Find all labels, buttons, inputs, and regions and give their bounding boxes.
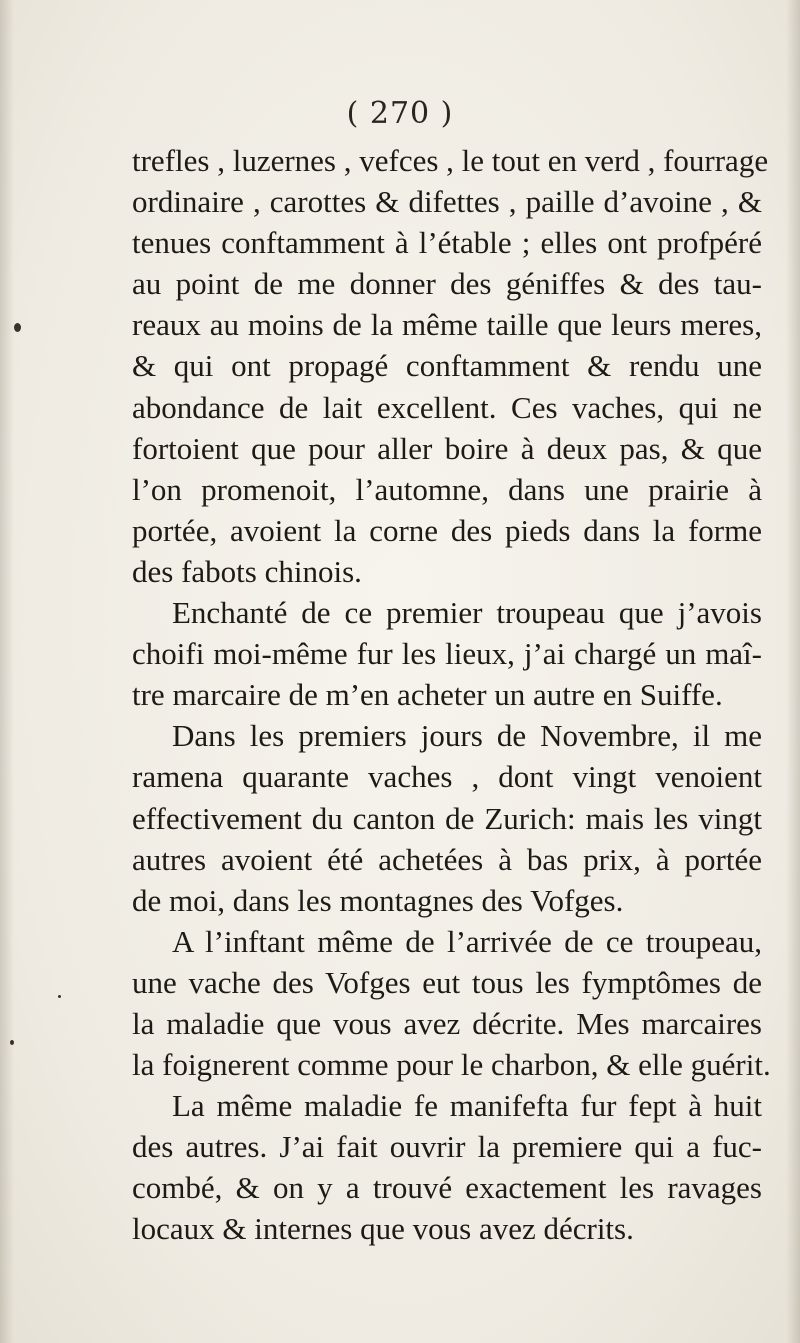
text-line: & qui ont propagé conftamment & rendu une bbox=[132, 348, 762, 384]
text-line: la maladie que vous avez décrite. Mes marcaires bbox=[132, 1005, 762, 1041]
text-line: A l’inftant même de l’arrivée de ce troupeau, bbox=[172, 923, 762, 959]
text-line: une vache des Vofges eut tous les fymptômes de bbox=[132, 964, 762, 1000]
text-line: ramena quarante vaches , dont vingt venoient bbox=[132, 759, 762, 795]
text-line: des fabots chinois. bbox=[132, 553, 362, 589]
text-line: effectivement du canton de Zurich: mais les vingt bbox=[132, 800, 762, 836]
text-line: abondance de lait excellent. Ces vaches, qui ne bbox=[132, 389, 762, 425]
text-line: au point de me donner des géniffes & des tau- bbox=[132, 266, 762, 302]
text-line: tenues conftamment à l’étable ; elles ont profpéré bbox=[132, 225, 762, 261]
page-edge-shadow-right bbox=[786, 0, 800, 1343]
text-line: combé, & on y a trouvé exactement les ravages bbox=[132, 1170, 762, 1206]
ink-speck bbox=[58, 995, 61, 998]
text-line: des autres. J’ai fait ouvrir la premiere qui a fuc- bbox=[132, 1129, 762, 1165]
page-number: ( 270 ) bbox=[346, 96, 454, 131]
text-line: ordinaire , carottes & difettes , paille d’avoine , & bbox=[132, 184, 762, 220]
text-line: trefles , luzernes , vefces , le tout en verd , fourrage bbox=[132, 143, 769, 178]
text-line: la foignerent comme pour le charbon, & elle guérit. bbox=[132, 1047, 771, 1083]
page-edge-shadow-left bbox=[0, 0, 14, 1343]
text-line: locaux & internes que vous avez décrits. bbox=[132, 1211, 634, 1247]
text-line: Dans les premiers jours de Novembre, il me bbox=[172, 718, 762, 754]
body-text bbox=[132, 140, 771, 1250]
text-line: autres avoient été achetées à bas prix, à portée bbox=[132, 841, 762, 877]
text-line: tre marcaire de m’en acheter un autre en Suiffe. bbox=[132, 677, 723, 713]
text-line: choifi moi-même fur les lieux, j’ai chargé un maî- bbox=[132, 636, 762, 672]
text-line: de moi, dans les montagnes des Vofges. bbox=[132, 882, 624, 918]
text-line: portée, avoient la corne des pieds dans la forme bbox=[132, 512, 762, 548]
ink-speck bbox=[10, 1040, 14, 1045]
ink-speck bbox=[14, 323, 21, 332]
text-line: La même maladie fe manifefta fur fept à huit bbox=[172, 1088, 762, 1124]
text-line: Enchanté de ce premier troupeau que j’avois bbox=[172, 595, 762, 631]
text-line: fortoient que pour aller boire à deux pas, & que bbox=[132, 430, 762, 466]
text-line: reaux au moins de la même taille que leurs meres, bbox=[132, 307, 762, 343]
text-line: l’on promenoit, l’automne, dans une prairie à bbox=[132, 471, 762, 507]
